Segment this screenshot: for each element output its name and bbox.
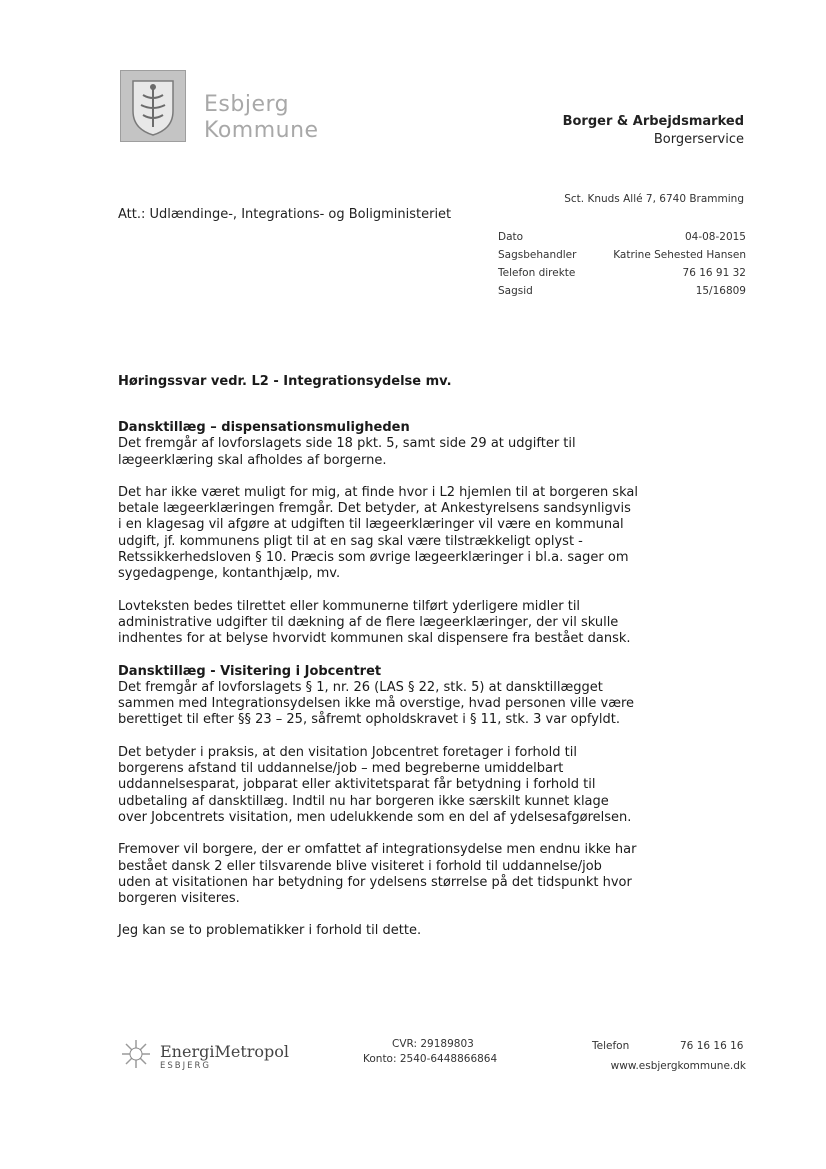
letter-body — [118, 420, 638, 956]
recipient-attention: Att.: Udlændinge-, Integrations- og Boligministeriet — [118, 207, 452, 222]
energimetropol-logo-sub: ESBJERG — [160, 1061, 211, 1071]
meta-label: Sagsbehandler — [498, 249, 577, 261]
department-name: Borger & Arbejdsmarked — [562, 114, 744, 129]
section-heading: Dansktillæg – dispensationsmuligheden — [118, 420, 410, 435]
department-sub: Borgerservice — [653, 132, 744, 147]
meta-row-date — [498, 228, 746, 246]
logo-line-1: Esbjerg — [204, 92, 290, 117]
footer-website-link[interactable]: www.esbjergkommune.dk — [610, 1060, 746, 1072]
meta-value: 04-08-2015 — [684, 231, 746, 243]
paragraph: Jeg kan se to problematikker i forhold til dette. — [118, 923, 422, 939]
paragraph: Det fremgår af lovforslagets § 1, nr. 26 (LAS § 22, stk. 5) at dansktillægget sammen med Integrationsydelsen ikke må overstige, hvad personen ville være berettiget til efter §§ 23 – 25, såfremt opholdskravet i § 11, stk. 3 var opfyldt. — [118, 679, 635, 728]
meta-label: Sagsid — [498, 285, 533, 297]
footer-phone-value: 76 16 16 16 — [680, 1040, 744, 1052]
footer-account: Konto: 2540-6448866864 — [363, 1053, 498, 1065]
paragraph: Lovteksten bedes tilrettet eller kommunerne tilført yderligere midler til administrative udgifter til dækning af de flere lægeerklæringer, der vil skulle indhentes for at belyse hvorvidt kommunen skal dispensere fra bestået dansk. — [118, 598, 631, 647]
energimetropol-logo-text: EnergiMetropol — [160, 1042, 290, 1061]
paragraph: Det fremgår af lovforslagets side 18 pkt. 5, samt side 29 at udgifter til lægeerklæring skal afholdes af borgerne. — [118, 436, 576, 468]
paragraph: Det betyder i praksis, at den visitation Jobcentret foretager i forhold til borgerens afstand til uddannelse/job – med begreberne umiddelbart uddannelsesparat, jobparat eller aktivitetsparat får betydning i forhold til udbetaling af dansktillæg. Indtil nu har borgeren ikke særskilt kunnet klage over Jobcentrets visitation, men udelukkende som en del af ydelsesafgørelsen. — [118, 744, 632, 825]
meta-value: 76 16 91 32 — [682, 267, 746, 279]
letter-subject: Høringssvar vedr. L2 - Integrationsydelse mv. — [118, 374, 452, 389]
footer-cvr: CVR: 29189803 — [392, 1038, 474, 1050]
meta-row-phone — [498, 264, 746, 282]
logo-line-2: Kommune — [204, 118, 319, 143]
energimetropol-icon — [120, 1038, 152, 1070]
footer-phone-label: Telefon — [592, 1040, 630, 1052]
meta-label: Telefon direkte — [498, 267, 576, 279]
section-heading: Dansktillæg - Visitering i Jobcentret — [118, 663, 382, 679]
meta-value: 15/16809 — [695, 285, 746, 297]
meta-label: Dato — [498, 231, 524, 243]
municipality-name-logo — [204, 92, 319, 144]
letter-meta-table — [498, 228, 746, 300]
paragraph: Fremover vil borgere, der er omfattet af integrationsydelse men endnu ikke har bestået dansk 2 eller tilsvarende blive visiteret i forhold til uddannelse/job uden at visitationen har betydning for ydelsens størrelse på det tidspunkt hvor borgeren visiteres. — [118, 842, 637, 907]
meta-row-caseworker — [498, 246, 746, 264]
paragraph: Det har ikke været muligt for mig, at finde hvor i L2 hjemlen til at borgeren skal betale lægeerklæringen fremgår. Det betyder, at Ankestyrelsens sandsynligvis i en klagesag vil afgøre at udgiften til lægeerklæringer vil være en kommunal udgift, jf. kommunens pligt til at en sag skal være tilstrækkeligt oplyst - Retssikkerhedsloven § 10. Præcis som øvrige lægeerklæringer i bl.a. sager om sygedagpenge, kontanthjælp, mv. — [118, 484, 638, 582]
sender-address: Sct. Knuds Allé 7, 6740 Bramming — [564, 193, 744, 205]
municipality-crest-logo — [120, 70, 186, 142]
meta-row-case-id — [498, 282, 746, 300]
meta-value: Katrine Sehested Hansen — [613, 249, 746, 261]
